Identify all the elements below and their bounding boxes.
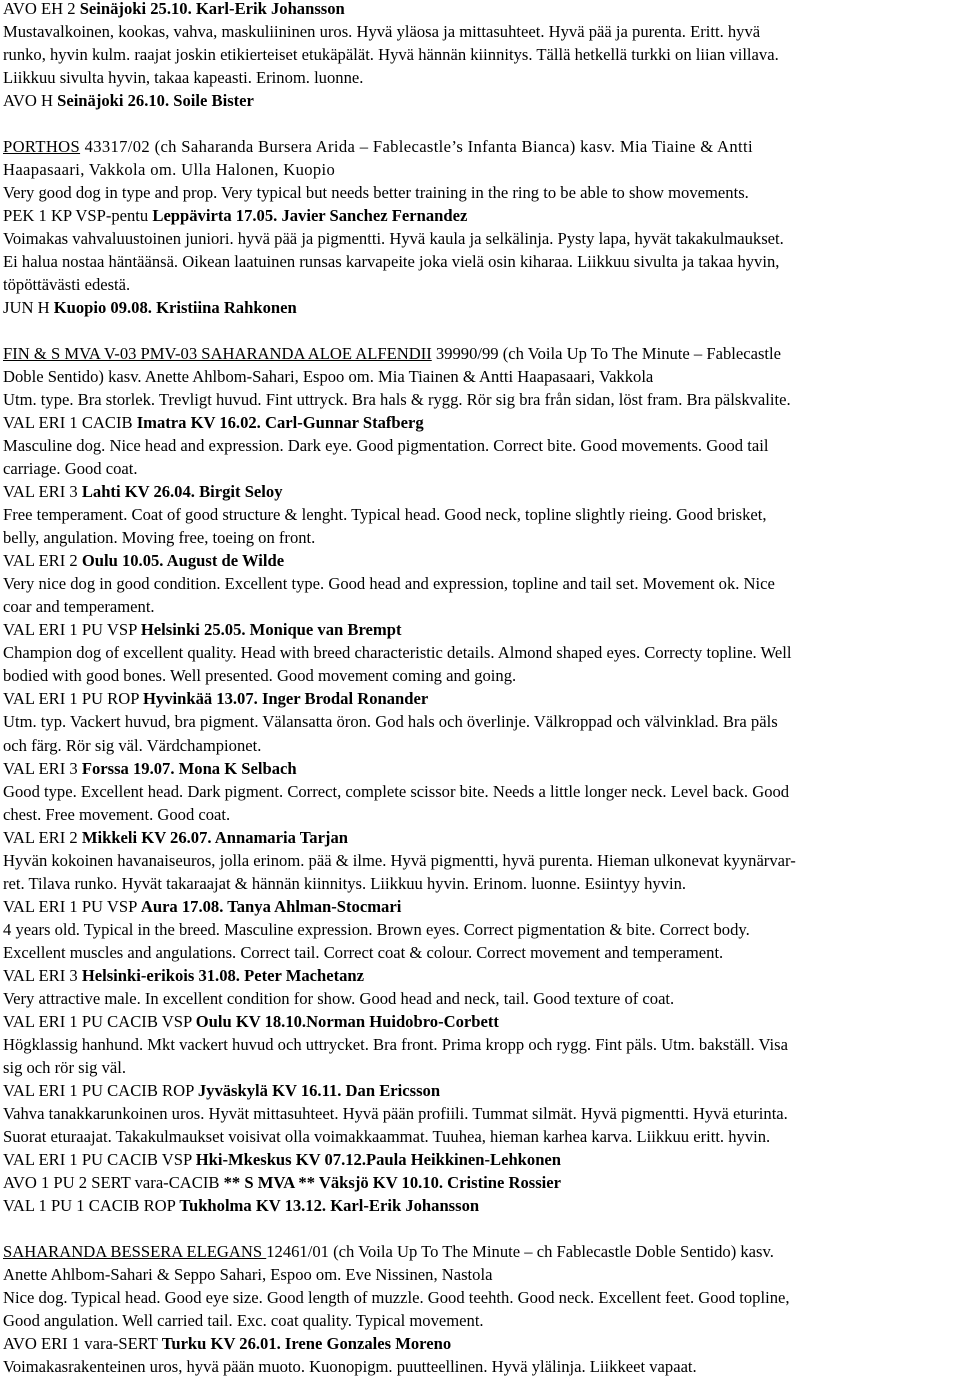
text-segment: Masculine dog. Nice head and expression. Dark eye. Good pigmentation. Correct bite. Good movements. Good tail [3,436,769,456]
text-line [3,66,959,89]
text-segment: Hyvän kokoinen havanaiseuros, jolla erinom. pää & ilme. Hyvä pigmentti, hyvä purenta. Hieman ulkonevat kyynärvar- [3,850,796,870]
text-line [3,849,959,872]
show-result-judge: Mikkeli KV 26.07. Annamaria Tarjan [81,827,348,847]
text-line [3,43,959,66]
text-segment: 43317/02 (ch Saharanda Bursera Arida – Fablecastle’s Infanta Bianca) kasv. Mia Tiaine & Antti [80,137,753,157]
text-line [3,204,959,227]
text-line [3,987,959,1010]
text-line [3,780,959,803]
text-line [3,135,959,158]
text-line [3,1056,959,1079]
text-line [3,227,959,250]
entry-section [3,342,959,1217]
text-segment: VAL ERI 1 PU CACIB ROP [3,1080,198,1100]
text-segment: sig och rör sig väl. [3,1057,127,1077]
text-line [3,1309,959,1332]
text-segment: Voimakas vahvaluustoinen juniori. hyvä pää ja pigmentti. Hyvä kaula ja selkälinja. Pysty lapa, hyvät takakulmaukset. [3,229,784,249]
text-line [3,710,959,733]
text-line [3,1263,959,1286]
text-line [3,895,959,918]
dog-name: PORTHOS [3,137,81,157]
dog-name: SAHARANDA BESSERA ELEGANS [3,1241,267,1261]
show-result-judge: Turku KV 26.01. Irene Gonzales Moreno [161,1333,452,1353]
text-line [3,273,959,296]
text-segment: Champion dog of excellent quality. Head with breed characteristic details. Almond shaped eyes. Correcty topline. Well [3,643,792,663]
text-segment: Anette Ahlbom-Sahari & Seppo Sahari, Espoo om. Eve Nissinen, Nastola [3,1264,493,1284]
text-line [3,918,959,941]
text-line [3,1148,959,1171]
document-page [3,0,959,1378]
text-segment: Utm. type. Bra storlek. Trevligt huvud. Fint uttryck. Bra hals & rygg. Rör sig bra från sidan, löst fram. Bra pälskvalite. [3,390,791,410]
show-result-judge: Forssa 19.07. Mona K Selbach [81,758,297,778]
entry-section [3,135,959,319]
text-segment: 39990/99 (ch Voila Up To The Minute – Fablecastle [431,344,782,364]
text-line [3,1102,959,1125]
text-segment: VAL ERI 3 [3,758,82,778]
text-line [3,641,959,664]
text-segment: VAL ERI 2 [3,551,82,571]
text-line [3,250,959,273]
text-line [3,365,959,388]
text-segment: belly, angulation. Moving free, toeing on front. [3,528,316,548]
text-segment: Doble Sentido) kasv. Anette Ahlbom-Sahari, Espoo om. Mia Tiainen & Antti Haapasaari, Vakkola [3,367,654,387]
text-segment: coar and temperament. [3,597,155,617]
text-line [3,388,959,411]
text-segment: AVO EH 2 [3,0,80,18]
show-result-judge: Imatra KV 16.02. Carl-Gunnar Stafberg [136,413,424,433]
text-segment: AVO H [3,91,58,111]
show-result-judge: Oulu 10.05. August de Wilde [81,551,285,571]
text-segment: JUN H [3,298,54,318]
text-segment: och färg. Rör sig väl. Värdchampionet. [3,735,262,755]
text-line [3,549,959,572]
text-segment: VAL ERI 1 PU ROP [3,689,143,709]
text-segment: AVO ERI 1 vara-SERT [3,1333,162,1353]
show-result-judge: Kuopio 09.08. Kristiina Rahkonen [53,298,297,318]
text-line [3,618,959,641]
show-result-judge: Helsinki-erikois 31.08. Peter Machetanz [81,965,365,985]
text-segment: chest. Free movement. Good coat. [3,804,231,824]
text-segment: VAL ERI 2 [3,827,82,847]
text-line [3,181,959,204]
text-line [3,1171,959,1194]
entry-section [3,0,959,112]
text-segment: 12461/01 (ch Voila Up To The Minute – ch Fablecastle Doble Sentido) kasv. [266,1241,774,1261]
text-line [3,89,959,112]
text-segment: töpöttävästi edestä. [3,275,131,295]
text-segment: Good angulation. Well carried tail. Exc. coat quality. Typical movement. [3,1310,484,1330]
text-line [3,964,959,987]
text-segment: Ei halua nostaa häntäänsä. Oikean laatuinen runsas karvapeite joka vielä osin kiharaa. Liikkuu sivulta ja takaa hyvin, [3,252,780,272]
text-line [3,1240,959,1263]
section-gap [3,319,959,342]
text-segment: VAL ERI 3 [3,482,82,502]
show-result-judge: Oulu KV 18.10.Norman Huidobro-Corbett [195,1011,499,1031]
text-line [3,411,959,434]
text-line [3,872,959,895]
show-result-judge: Aura 17.08. Tanya Ahlman-Stocmari [140,896,402,916]
text-segment: carriage. Good coat. [3,459,138,479]
text-line [3,687,959,710]
text-line [3,457,959,480]
text-segment: Good type. Excellent head. Dark pigment. Correct, complete scissor bite. Needs a little longer neck. Level back. Good [3,781,790,801]
text-segment: PEK 1 KP VSP-pentu [3,206,153,226]
text-segment: Very attractive male. In excellent condition for show. Good head and neck, tail. Good texture of coat. [3,988,675,1008]
text-line [3,1079,959,1102]
text-line [3,664,959,687]
show-result-judge: ** S MVA ** Väksjö KV 10.10. Cristine Rossier [223,1172,562,1192]
text-line [3,20,959,43]
text-line [3,0,959,20]
text-segment: runko, hyvin kulm. raajat joskin etikierteiset etukäpälät. Hyvä hännän kiinnitys. Tällä hetkellä turkki on liian villava. [3,45,779,65]
text-line [3,941,959,964]
text-line [3,826,959,849]
show-result-judge: Hyvinkää 13.07. Inger Brodal Ronander [143,689,429,709]
text-line [3,296,959,319]
dog-name: FIN & S MVA V-03 PMV-03 SAHARANDA ALOE ALFENDII [3,344,432,364]
text-line [3,1286,959,1309]
section-gap [3,1217,959,1240]
text-segment: 4 years old. Typical in the breed. Masculine expression. Brown eyes. Correct pigmentation & bite. Correct body. [3,919,750,939]
text-line [3,1194,959,1217]
text-segment: Excellent muscles and angulations. Correct tail. Correct coat & colour. Correct movement and temperament. [3,942,724,962]
text-segment: Haapasaari, Vakkola om. Ulla Halonen, Kuopio [3,160,336,180]
text-segment: VAL ERI 1 PU VSP [3,896,141,916]
text-line [3,1355,959,1378]
text-segment: Högklassig hanhund. Mkt vackert huvud och uttrycket. Bra front. Prima kropp och rygg. Fint päls. Utm. bakställ. Visa [3,1034,788,1054]
text-segment: VAL ERI 1 CACIB [3,413,137,433]
text-segment: Suorat eturaajat. Takakulmaukset voisivat olla voimakkaammat. Tuuhea, hieman karhea karva. Liikkuu eritt. hyvin. [3,1126,771,1146]
text-segment: bodied with good bones. Well presented. Good movement coming and going. [3,666,517,686]
show-result-judge: Tukholma KV 13.12. Karl-Erik Johansson [179,1195,480,1215]
entry-section [3,1240,959,1378]
text-segment: ret. Tilava runko. Hyvät takaraajat & hännän kiinnitys. Liikkuu hyvin. Erinom. luonne. Esiintyy hyvin. [3,873,687,893]
text-line [3,1332,959,1355]
text-segment: VAL ERI 1 PU VSP [3,620,141,640]
text-segment: Free temperament. Coat of good structure & lenght. Typical head. Good neck, topline slightly rieing. Good brisket, [3,505,767,525]
text-line [3,434,959,457]
text-line [3,342,959,365]
text-segment: AVO 1 PU 2 SERT vara-CACIB [3,1172,224,1192]
text-line [3,757,959,780]
text-line [3,480,959,503]
show-result-judge: Seinäjoki 25.10. Karl-Erik Johansson [79,0,345,18]
show-result-judge: Lahti KV 26.04. Birgit Seloy [81,482,283,502]
text-line [3,803,959,826]
text-segment: Mustavalkoinen, kookas, vahva, maskuliininen uros. Hyvä yläosa ja mittasuhteet. Hyvä pää ja purenta. Eritt. hyvä [3,22,761,42]
show-result-judge: Leppävirta 17.05. Javier Sanchez Fernandez [152,206,468,226]
text-segment: Liikkuu sivulta hyvin, takaa kapeasti. Erinom. luonne. [3,68,364,88]
text-line [3,158,959,181]
text-segment: VAL ERI 3 [3,965,82,985]
section-gap [3,112,959,135]
show-result-judge: Hki-Mkeskus KV 07.12.Paula Heikkinen-Lehkonen [195,1149,562,1169]
text-line [3,1010,959,1033]
text-line [3,572,959,595]
text-line [3,503,959,526]
text-segment: VAL ERI 1 PU CACIB VSP [3,1011,196,1031]
text-segment: VAL ERI 1 PU CACIB VSP [3,1149,196,1169]
text-segment: VAL 1 PU 1 CACIB ROP [3,1195,180,1215]
text-segment: Nice dog. Typical head. Good eye size. Good length of muzzle. Good teehth. Good neck. Excellent feet. Good topline, [3,1287,790,1307]
show-result-judge: Helsinki 25.05. Monique van Brempt [140,620,402,640]
text-segment: Voimakasrakenteinen uros, hyvä pään muoto. Kuonopigm. puutteellinen. Hyvä ylälinja. Liikkeet vapaat. [3,1356,697,1376]
show-result-judge: Jyväskylä KV 16.11. Dan Ericsson [197,1080,441,1100]
text-line [3,1125,959,1148]
text-line [3,734,959,757]
text-segment: Very nice dog in good condition. Excellent type. Good head and expression, topline and tail set. Movement ok. Nice [3,574,775,594]
text-segment: Very good dog in type and prop. Very typical but needs better training in the ring to be able to show movements. [3,183,749,203]
text-segment: Vahva tanakkarunkoinen uros. Hyvät mittasuhteet. Hyvä pään profiili. Tummat silmät. Hyvä pigmentti. Hyvä eturinta. [3,1103,788,1123]
text-line [3,1033,959,1056]
text-line [3,595,959,618]
show-result-judge: Seinäjoki 26.10. Soile Bister [57,91,254,111]
text-segment: Utm. typ. Vackert huvud, bra pigment. Välansatta öron. God hals och överlinje. Välkroppad och välvinklad. Bra päls [3,712,778,732]
text-line [3,526,959,549]
